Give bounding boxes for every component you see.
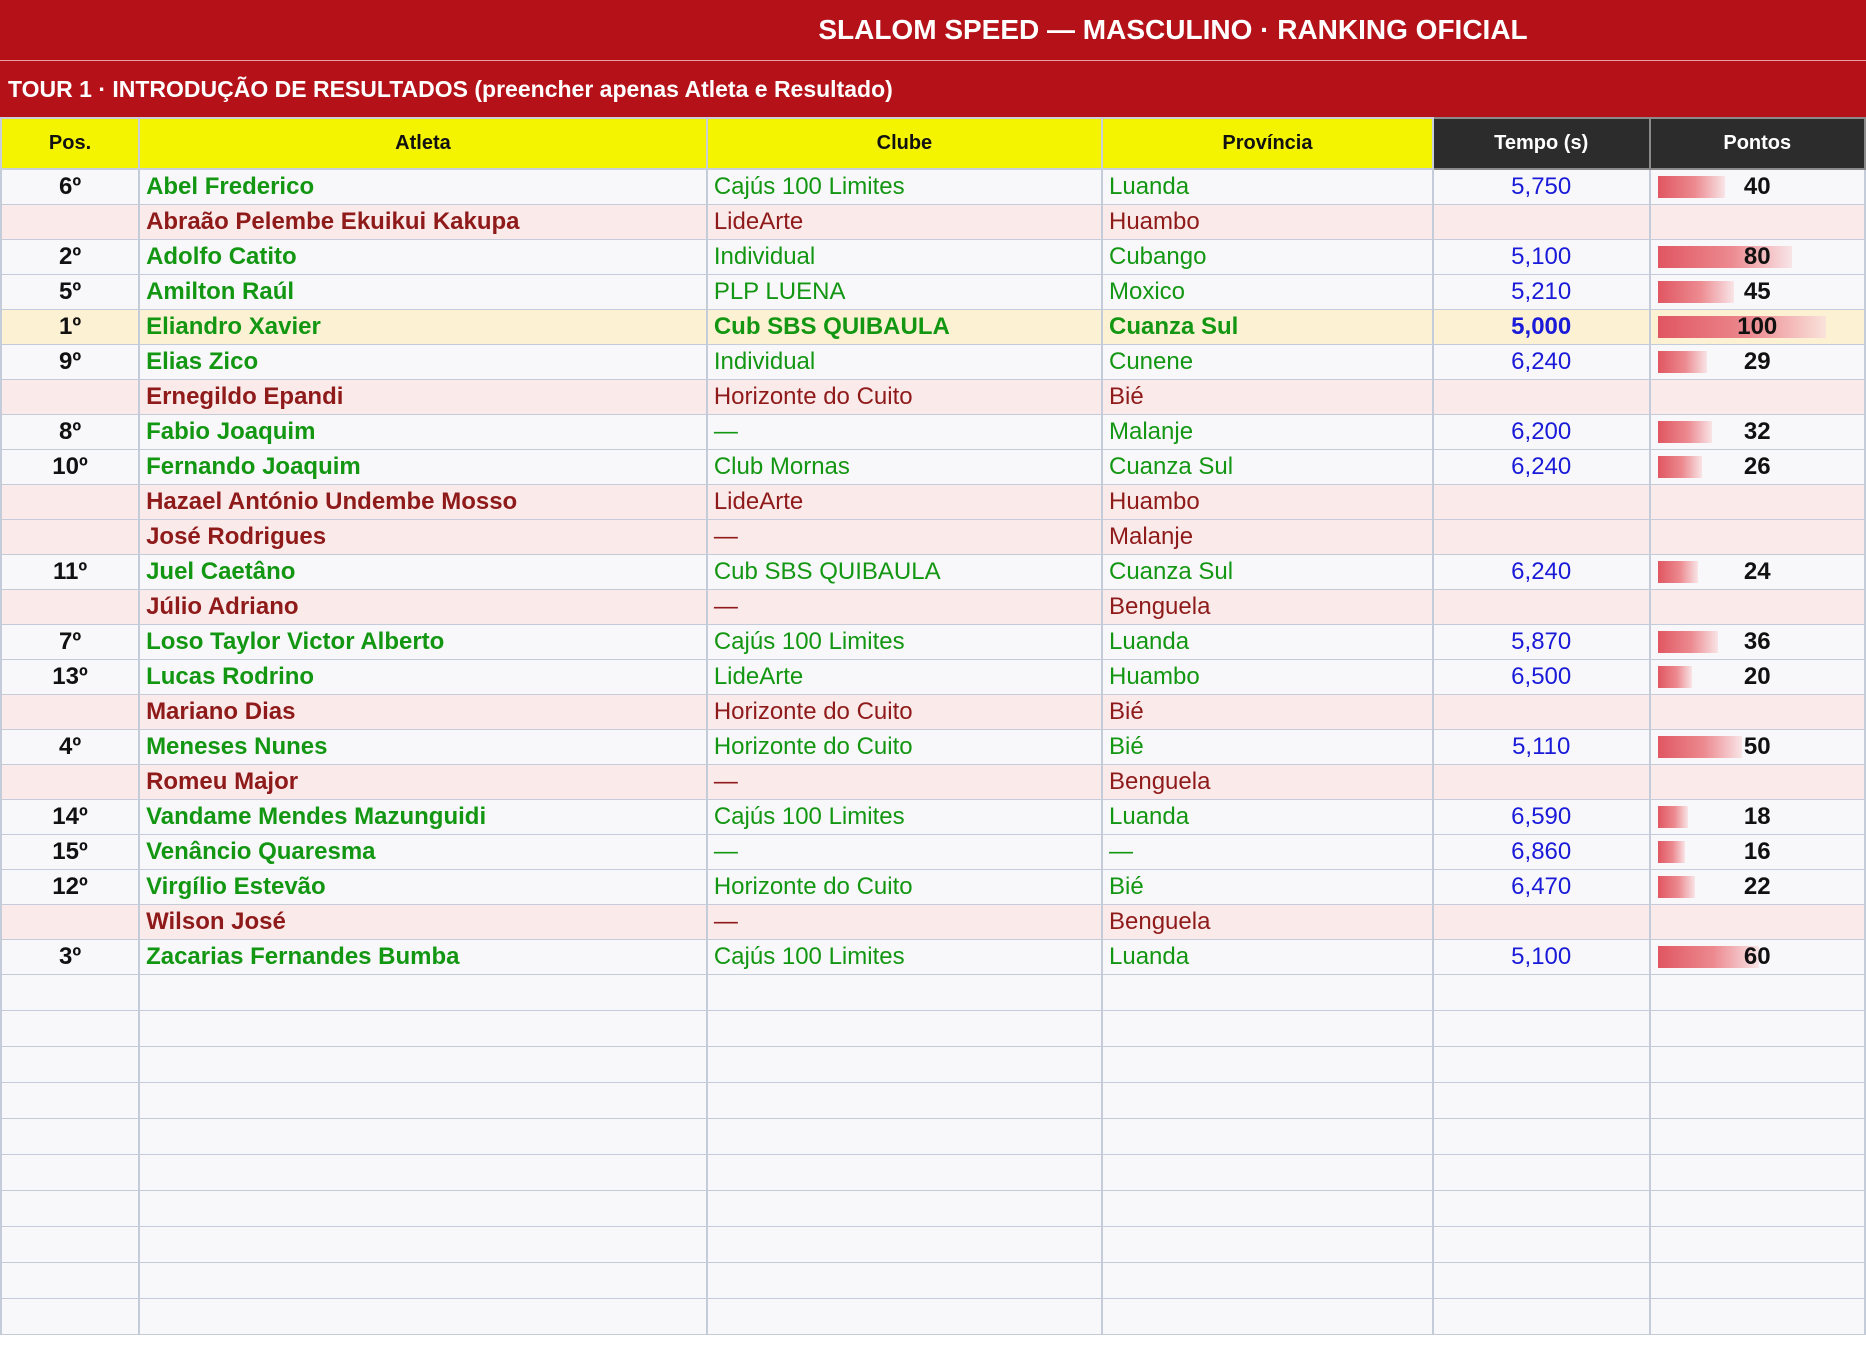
cell-time[interactable] [1433, 520, 1650, 555]
cell-points[interactable] [1650, 310, 1865, 345]
table-body [1, 169, 1865, 1335]
empty-cell[interactable] [1102, 975, 1433, 1011]
empty-cell[interactable] [707, 1299, 1102, 1335]
empty-row [1, 975, 1865, 1011]
table-row [1, 835, 1865, 870]
empty-cell[interactable] [1102, 1083, 1433, 1119]
empty-cell[interactable] [1433, 1011, 1650, 1047]
cell-province[interactable]: Benguela [1102, 590, 1433, 625]
cell-province[interactable]: Benguela [1102, 905, 1433, 940]
cell-athlete[interactable]: Ernegildo Epandi [139, 380, 707, 415]
cell-club[interactable]: — [707, 905, 1102, 940]
table-row [1, 520, 1865, 555]
cell-club[interactable]: Horizonte do Cuito [707, 380, 1102, 415]
empty-cell[interactable] [707, 1191, 1102, 1227]
cell-province[interactable]: Cubango [1102, 240, 1433, 275]
empty-cell[interactable] [707, 1155, 1102, 1191]
points-value: 50 [1743, 733, 1771, 760]
table-row [1, 169, 1865, 205]
points-databar [1658, 421, 1712, 443]
cell-athlete[interactable]: José Rodrigues [139, 520, 707, 555]
empty-cell[interactable] [139, 1119, 707, 1155]
col-header-athlete[interactable]: Atleta [139, 118, 707, 169]
cell-club[interactable]: — [707, 835, 1102, 870]
table-row [1, 240, 1865, 275]
cell-athlete[interactable]: Juel Caetâno [139, 555, 707, 590]
cell-athlete[interactable]: Fabio Joaquim [139, 415, 707, 450]
points-databar [1658, 736, 1742, 758]
cell-time[interactable]: 6,240 [1433, 555, 1650, 590]
table-row [1, 870, 1865, 905]
cell-province[interactable]: Luanda [1102, 800, 1433, 835]
empty-cell[interactable] [1650, 1299, 1865, 1335]
cell-pos[interactable]: 2º [1, 240, 139, 275]
empty-cell[interactable] [1, 1119, 139, 1155]
cell-points[interactable] [1650, 905, 1865, 940]
empty-cell[interactable] [1433, 1083, 1650, 1119]
empty-cell[interactable] [707, 1047, 1102, 1083]
cell-points[interactable] [1650, 660, 1865, 695]
cell-club[interactable]: Horizonte do Cuito [707, 695, 1102, 730]
cell-pos[interactable]: 5º [1, 275, 139, 310]
cell-pos[interactable] [1, 765, 139, 800]
cell-time[interactable]: 5,100 [1433, 240, 1650, 275]
empty-cell[interactable] [1, 1227, 139, 1263]
points-databar [1658, 246, 1792, 268]
cell-pos[interactable]: 11º [1, 555, 139, 590]
empty-cell[interactable] [707, 975, 1102, 1011]
cell-province[interactable]: Cuanza Sul [1102, 310, 1433, 345]
cell-time[interactable]: 5,870 [1433, 625, 1650, 660]
points-value: 80 [1743, 243, 1771, 270]
cell-athlete[interactable]: Mariano Dias [139, 695, 707, 730]
empty-cell[interactable] [139, 1263, 707, 1299]
cell-province[interactable]: Bié [1102, 870, 1433, 905]
cell-province[interactable]: Malanje [1102, 415, 1433, 450]
cell-club[interactable]: LideArte [707, 485, 1102, 520]
cell-time[interactable] [1433, 485, 1650, 520]
empty-cell[interactable] [1102, 1227, 1433, 1263]
table-row [1, 625, 1865, 660]
cell-province[interactable]: Bié [1102, 730, 1433, 765]
cell-pos[interactable] [1, 520, 139, 555]
empty-cell[interactable] [1, 1263, 139, 1299]
cell-pos[interactable]: 4º [1, 730, 139, 765]
table-row [1, 590, 1865, 625]
cell-province[interactable]: Cuanza Sul [1102, 450, 1433, 485]
empty-cell[interactable] [707, 1119, 1102, 1155]
empty-cell[interactable] [707, 1083, 1102, 1119]
empty-cell[interactable] [1650, 975, 1865, 1011]
cell-athlete[interactable]: Hazael António Undembe Mosso [139, 485, 707, 520]
cell-athlete[interactable]: Wilson José [139, 905, 707, 940]
cell-points[interactable] [1650, 169, 1865, 205]
cell-pos[interactable]: 3º [1, 940, 139, 975]
cell-pos[interactable] [1, 380, 139, 415]
table-row [1, 205, 1865, 240]
cell-province[interactable]: Luanda [1102, 169, 1433, 205]
cell-club[interactable]: — [707, 590, 1102, 625]
cell-athlete[interactable]: Eliandro Xavier [139, 310, 707, 345]
points-value: 45 [1743, 278, 1771, 305]
cell-pos[interactable] [1, 590, 139, 625]
cell-points[interactable] [1650, 940, 1865, 975]
cell-pos[interactable]: 9º [1, 345, 139, 380]
empty-cell[interactable] [139, 1191, 707, 1227]
empty-row [1, 1011, 1865, 1047]
cell-time[interactable]: 5,210 [1433, 275, 1650, 310]
points-value: 32 [1743, 418, 1771, 445]
table-row [1, 415, 1865, 450]
empty-row [1, 1227, 1865, 1263]
cell-pos[interactable]: 12º [1, 870, 139, 905]
cell-points[interactable] [1650, 765, 1865, 800]
cell-club[interactable]: PLP LUENA [707, 275, 1102, 310]
empty-row [1, 1119, 1865, 1155]
empty-cell[interactable] [1433, 1047, 1650, 1083]
cell-points[interactable] [1650, 835, 1865, 870]
empty-cell[interactable] [1433, 1119, 1650, 1155]
cell-points[interactable] [1650, 520, 1865, 555]
empty-cell[interactable] [1650, 1011, 1865, 1047]
cell-athlete[interactable]: Lucas Rodrino [139, 660, 707, 695]
cell-time[interactable] [1433, 765, 1650, 800]
points-databar [1658, 841, 1685, 863]
cell-athlete[interactable]: Vandame Mendes Mazunguidi [139, 800, 707, 835]
empty-cell[interactable] [1, 1083, 139, 1119]
cell-time[interactable]: 5,100 [1433, 940, 1650, 975]
points-value: 100 [1737, 313, 1778, 340]
empty-cell[interactable] [1650, 1047, 1865, 1083]
empty-cell[interactable] [1, 1011, 139, 1047]
cell-province[interactable]: — [1102, 835, 1433, 870]
cell-pos[interactable]: 14º [1, 800, 139, 835]
cell-points[interactable] [1650, 240, 1865, 275]
empty-row [1, 1155, 1865, 1191]
col-header-province[interactable]: Província [1102, 118, 1433, 169]
ranking-table [0, 117, 1866, 1335]
cell-time[interactable] [1433, 205, 1650, 240]
sheet-subtitle[interactable]: TOUR 1 · INTRODUÇÃO DE RESULTADOS (preencher apenas Atleta e Resultado) [0, 60, 1866, 117]
cell-points[interactable] [1650, 695, 1865, 730]
empty-cell[interactable] [1102, 1119, 1433, 1155]
cell-province[interactable]: Cuanza Sul [1102, 555, 1433, 590]
points-databar [1658, 876, 1695, 898]
empty-cell[interactable] [1433, 1263, 1650, 1299]
empty-cell[interactable] [1, 1047, 139, 1083]
cell-province[interactable]: Bié [1102, 695, 1433, 730]
cell-club[interactable]: Individual [707, 240, 1102, 275]
cell-time[interactable]: 6,240 [1433, 450, 1650, 485]
points-databar [1658, 281, 1734, 303]
empty-row [1, 1191, 1865, 1227]
empty-cell[interactable] [1433, 1191, 1650, 1227]
empty-cell[interactable] [1, 1155, 139, 1191]
table-row [1, 275, 1865, 310]
empty-cell[interactable] [1102, 1263, 1433, 1299]
cell-pos[interactable]: 8º [1, 415, 139, 450]
cell-athlete[interactable]: Amilton Raúl [139, 275, 707, 310]
cell-athlete[interactable]: Loso Taylor Victor Alberto [139, 625, 707, 660]
empty-cell[interactable] [1433, 1299, 1650, 1335]
cell-club[interactable]: Horizonte do Cuito [707, 730, 1102, 765]
table-row [1, 485, 1865, 520]
sheet-title[interactable]: SLALOM SPEED — MASCULINO · RANKING OFICIAL [0, 0, 1866, 60]
cell-pos[interactable]: 1º [1, 310, 139, 345]
empty-cell[interactable] [1102, 1011, 1433, 1047]
empty-cell[interactable] [139, 975, 707, 1011]
cell-time[interactable] [1433, 380, 1650, 415]
col-header-club[interactable]: Clube [707, 118, 1102, 169]
cell-points[interactable] [1650, 205, 1865, 240]
cell-points[interactable] [1650, 415, 1865, 450]
col-header-time[interactable]: Tempo (s) [1433, 118, 1650, 169]
empty-cell[interactable] [1650, 1083, 1865, 1119]
empty-cell[interactable] [1650, 1119, 1865, 1155]
cell-province[interactable]: Huambo [1102, 660, 1433, 695]
cell-club[interactable]: LideArte [707, 205, 1102, 240]
points-value: 36 [1743, 628, 1771, 655]
empty-cell[interactable] [1102, 1047, 1433, 1083]
table-row [1, 380, 1865, 415]
cell-province[interactable]: Huambo [1102, 485, 1433, 520]
empty-cell[interactable] [139, 1299, 707, 1335]
cell-time[interactable]: 6,240 [1433, 345, 1650, 380]
cell-pos[interactable]: 15º [1, 835, 139, 870]
cell-time[interactable] [1433, 905, 1650, 940]
cell-points[interactable] [1650, 555, 1865, 590]
empty-cell[interactable] [139, 1011, 707, 1047]
cell-club[interactable]: LideArte [707, 660, 1102, 695]
cell-club[interactable]: Cajús 100 Limites [707, 169, 1102, 205]
cell-pos[interactable] [1, 695, 139, 730]
cell-points[interactable] [1650, 275, 1865, 310]
cell-athlete[interactable]: Júlio Adriano [139, 590, 707, 625]
points-value: 16 [1743, 838, 1771, 865]
points-databar [1658, 631, 1718, 653]
cell-time[interactable]: 5,750 [1433, 169, 1650, 205]
empty-cell[interactable] [707, 1011, 1102, 1047]
points-value: 60 [1743, 943, 1771, 970]
empty-row [1, 1047, 1865, 1083]
cell-time[interactable]: 6,860 [1433, 835, 1650, 870]
cell-time[interactable]: 6,470 [1433, 870, 1650, 905]
cell-club[interactable]: — [707, 520, 1102, 555]
empty-cell[interactable] [1, 975, 139, 1011]
cell-athlete[interactable]: Virgílio Estevão [139, 870, 707, 905]
cell-club[interactable]: Club Mornas [707, 450, 1102, 485]
empty-cell[interactable] [139, 1047, 707, 1083]
cell-club[interactable]: — [707, 765, 1102, 800]
cell-province[interactable]: Moxico [1102, 275, 1433, 310]
cell-club[interactable]: Cajús 100 Limites [707, 625, 1102, 660]
cell-pos[interactable]: 6º [1, 169, 139, 205]
cell-athlete[interactable]: Venâncio Quaresma [139, 835, 707, 870]
cell-points[interactable] [1650, 345, 1865, 380]
empty-cell[interactable] [1102, 1155, 1433, 1191]
empty-cell[interactable] [1433, 1155, 1650, 1191]
cell-province[interactable]: Huambo [1102, 205, 1433, 240]
empty-cell[interactable] [707, 1263, 1102, 1299]
empty-cell[interactable] [139, 1227, 707, 1263]
col-header-pos[interactable]: Pos. [1, 118, 139, 169]
cell-points[interactable] [1650, 485, 1865, 520]
cell-club[interactable]: Cub SBS QUIBAULA [707, 555, 1102, 590]
cell-points[interactable] [1650, 590, 1865, 625]
cell-province[interactable]: Cunene [1102, 345, 1433, 380]
points-value: 26 [1743, 453, 1771, 480]
cell-club[interactable]: Cajús 100 Limites [707, 800, 1102, 835]
cell-athlete[interactable]: Zacarias Fernandes Bumba [139, 940, 707, 975]
cell-athlete[interactable]: Meneses Nunes [139, 730, 707, 765]
cell-club[interactable]: Individual [707, 345, 1102, 380]
cell-club[interactable]: Cub SBS QUIBAULA [707, 310, 1102, 345]
col-header-points[interactable]: Pontos [1650, 118, 1865, 169]
table-row [1, 345, 1865, 380]
header-row [1, 118, 1865, 169]
empty-cell[interactable] [139, 1155, 707, 1191]
cell-province[interactable]: Bié [1102, 380, 1433, 415]
points-value: 29 [1743, 348, 1771, 375]
points-databar [1658, 351, 1707, 373]
table-row [1, 730, 1865, 765]
empty-row [1, 1263, 1865, 1299]
empty-cell[interactable] [1, 1191, 139, 1227]
cell-pos[interactable]: 10º [1, 450, 139, 485]
cell-time[interactable]: 5,000 [1433, 310, 1650, 345]
cell-time[interactable] [1433, 590, 1650, 625]
points-value: 18 [1743, 803, 1771, 830]
points-value: 20 [1743, 663, 1771, 690]
empty-cell[interactable] [1650, 1227, 1865, 1263]
cell-club[interactable]: — [707, 415, 1102, 450]
table-row [1, 905, 1865, 940]
cell-time[interactable]: 6,590 [1433, 800, 1650, 835]
cell-time[interactable]: 6,500 [1433, 660, 1650, 695]
points-databar [1658, 176, 1725, 198]
cell-athlete[interactable]: Romeu Major [139, 765, 707, 800]
cell-pos[interactable] [1, 485, 139, 520]
cell-pos[interactable]: 7º [1, 625, 139, 660]
cell-points[interactable] [1650, 800, 1865, 835]
cell-pos[interactable] [1, 905, 139, 940]
cell-club[interactable]: Horizonte do Cuito [707, 870, 1102, 905]
points-databar [1658, 666, 1692, 688]
cell-province[interactable]: Luanda [1102, 940, 1433, 975]
cell-time[interactable] [1433, 695, 1650, 730]
cell-time[interactable]: 6,200 [1433, 415, 1650, 450]
points-value: 40 [1743, 173, 1771, 200]
cell-pos[interactable] [1, 205, 139, 240]
cell-athlete[interactable]: Abel Frederico [139, 169, 707, 205]
cell-club[interactable]: Cajús 100 Limites [707, 940, 1102, 975]
table-row [1, 765, 1865, 800]
empty-cell[interactable] [1433, 975, 1650, 1011]
points-databar [1658, 456, 1702, 478]
points-databar [1658, 561, 1698, 583]
cell-points[interactable] [1650, 625, 1865, 660]
cell-time[interactable]: 5,110 [1433, 730, 1650, 765]
empty-cell[interactable] [707, 1227, 1102, 1263]
cell-province[interactable]: Benguela [1102, 765, 1433, 800]
empty-cell[interactable] [1650, 1263, 1865, 1299]
table-row [1, 940, 1865, 975]
empty-cell[interactable] [139, 1083, 707, 1119]
cell-athlete[interactable]: Elias Zico [139, 345, 707, 380]
empty-cell[interactable] [1650, 1155, 1865, 1191]
cell-points[interactable] [1650, 730, 1865, 765]
empty-cell[interactable] [1, 1299, 139, 1335]
cell-province[interactable]: Luanda [1102, 625, 1433, 660]
cell-pos[interactable]: 13º [1, 660, 139, 695]
table-row [1, 800, 1865, 835]
table-row [1, 695, 1865, 730]
table-row [1, 310, 1865, 345]
points-value: 24 [1743, 558, 1771, 585]
cell-points[interactable] [1650, 450, 1865, 485]
empty-cell[interactable] [1102, 1299, 1433, 1335]
empty-row [1, 1083, 1865, 1119]
empty-row [1, 1299, 1865, 1335]
table-row [1, 660, 1865, 695]
cell-athlete[interactable]: Abraão Pelembe Ekuikui Kakupa [139, 205, 707, 240]
points-value: 22 [1743, 873, 1771, 900]
cell-athlete[interactable]: Fernando Joaquim [139, 450, 707, 485]
table-row [1, 555, 1865, 590]
empty-cell[interactable] [1433, 1227, 1650, 1263]
cell-points[interactable] [1650, 870, 1865, 905]
points-databar [1658, 806, 1688, 828]
table-row [1, 450, 1865, 485]
cell-province[interactable]: Malanje [1102, 520, 1433, 555]
cell-athlete[interactable]: Adolfo Catito [139, 240, 707, 275]
empty-cell[interactable] [1650, 1191, 1865, 1227]
cell-points[interactable] [1650, 380, 1865, 415]
empty-cell[interactable] [1102, 1191, 1433, 1227]
